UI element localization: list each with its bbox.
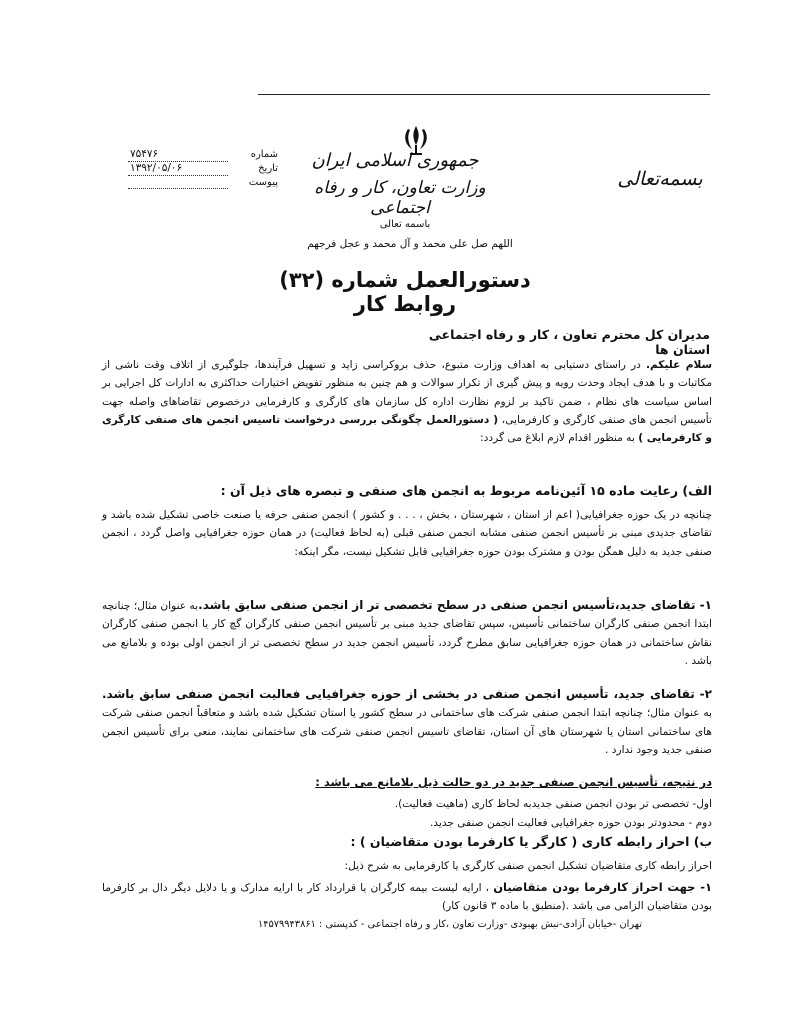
greeting: سلام علیکم. (645, 359, 712, 371)
section-b-item-1 (102, 878, 712, 916)
date-label: تاریخ (258, 163, 278, 174)
item-1-text: به عنوان مثال؛ چنانچه ابتدا انجمن صنفی کارگران ساختمانی تأسیس، سپس تقاضای جدید مبنی بر تأسیس انجمن صنفی کارگران گچ کار یا انجمن صنفی کارگران نقاش ساختمانی در همان حوزه جغرافیایی سابق مطرح گردد، تأسیس انجمن جدید در سطح تخصصی تر از انجمن اولی بوده و بلامانع می باشد . (102, 600, 712, 667)
salawat: اللهم صل علی محمد و آل محمد و عجل فرجهم (307, 238, 513, 250)
number-label: شماره (250, 149, 278, 160)
section-a-heading: الف) رعایت ماده ۱۵ آئین‌نامه مربوط به انجمن های صنفی و تبصره های ذیل آن : (220, 483, 712, 498)
attachment-row (128, 176, 278, 189)
number-row (128, 148, 278, 162)
item-2-bold: ۲- تقاضای جدید، تأسیس انجمن صنفی در بخشی از حوزه جغرافیایی فعالیت انجمن صنفی سابق باشد. (102, 687, 712, 701)
attachment-value (128, 176, 228, 189)
date-value: ۱۳۹۲/۰۵/۰۶ (128, 162, 228, 176)
ministry-name: وزارت تعاون، کار و رفاه اجتماعی (314, 178, 486, 218)
footer-address: تهران -خیابان آزادی-نبش بهبودی -وزارت تعاون ،کار و رفاه اجتماعی - کدپستی : ۱۴۵۷۹۹۴۳۸۶۱ (257, 919, 643, 930)
section-b-text: احراز رابطه کاری متقاضیان تشکیل انجمن صنفی کارگری یا کارفرمایی به شرح ذیل: (344, 860, 712, 872)
addressee: مدیران کل محترم تعاون ، کار و رفاه اجتماعی استان ها (428, 327, 710, 357)
condition-first: اول- تخصصی تر بودن انجمن صنفی جدیدبه لحاظ کاری (ماهیت فعالیت). (394, 798, 712, 810)
letter-meta (128, 148, 278, 189)
document-title: دستورالعمل شماره (۳۲) روابط کار (279, 268, 531, 316)
section-a-text: چنانچه در یک حوزه جغرافیایی( اعم از استان ، شهرستان ، بخش ، . . . و کشور ) انجمن صنفی حرفه یا صنعت خاصی تشکیل شده باشد و تقاضای جدیدی مبنی بر تأسیس انجمن صنفی مشابه انجمن صنفی قبلی (به لحاظ فعالیت) در همان حوزه جغرافیایی واصل گردد ، انجمن صنفی جدید به دلیل همگن بودن و مشترک بودن حوزه جغرافیایی قابل تشکیل نیست، مگر اینکه: (102, 509, 712, 558)
intro-bold: ( دستورالعمل چگونگی بررسی درخواست تاسیس انجمن های صنفی کارگری و کارفرمایی ) (102, 413, 712, 445)
top-rule (258, 94, 710, 95)
section-a-item-2 (102, 685, 712, 759)
section-a-item-1 (102, 596, 712, 670)
invocation: بسمه‌تعالی (617, 168, 703, 190)
intro-text: در راستای دستیابی به اهداف وزارت متبوع، حذف بروکراسی زاید و تسهیل فرآیندها، جلوگیری از اتلاف وقت ناشی از مکاتبات و با هدف ایجاد وحدت رویه و پیش گیری از تکرار سوالات و هم چنین به منظور تفویض اختیارات حداکثری به ادارات کل اجرایی بر اساس سیاست های نظام ، ضمن تاکید بر لزوم نظارت اداره کل سازمان های کارگری و کارفرمایی درخصوص تقاضاهای واصله جهت تأسیس انجمن های صنفی کارگری و کارفرمایی، (102, 359, 712, 426)
b-item-1-bold: ۱- جهت احراز کارفرما بودن متقاضیان (493, 880, 712, 894)
number-value: ۷۵۴۷۶ (128, 148, 228, 162)
republic-name: جمهوری اسلامی ایران (311, 150, 479, 171)
condition-second: دوم - محدودتر بودن حوزه جغرافیایی فعالیت انجمن صنفی جدید. (429, 817, 712, 829)
bismillah: باسمه تعالی (379, 219, 431, 230)
section-b-heading: ب) احراز رابطه کاری ( کارگر یا کارفرما بودن متقاضیان ) : (350, 834, 712, 849)
date-row (128, 162, 278, 176)
item-2-text: به عنوان مثال؛ چنانچه ابتدا انجمن صنفی شرکت های ساختمانی در سطح کشور یا استان تشکیل شده باشد و متعاقباً انجمن صنفی شرکت های ساختمانی استان یا شهرستان های آن استان، تقاضای تاسیس انجمن صنفی شرکت های ساختمانی نمایند، منعی برای تأسیس انجمن صنفی جدید وجود ندارد . (102, 707, 712, 756)
attachment-label: پیوست (248, 177, 278, 188)
item-1-bold: ۱- تقاضای جدید،تأسیس انجمن صنفی در سطح تخصصی تر از انجمن صنفی سابق باشد. (198, 598, 712, 612)
intro-tail: به منظور اقدام لازم ابلاغ می گردد: (480, 432, 639, 445)
intro-paragraph (102, 356, 712, 447)
b-item-1-text: ، ارایه لیست بیمه کارگران یا قرارداد کار با ارایه مدارک و یا دلایل دیگر دال بر کارفرما بودن متقاضیان الزامی می باشد .(منطبق با ماده ۳ قانون کار) (102, 882, 712, 913)
conclusion: در نتیجه، تأسیس انجمن صنفی جدید در دو حالت ذیل بلامانع می باشد : (315, 775, 712, 789)
